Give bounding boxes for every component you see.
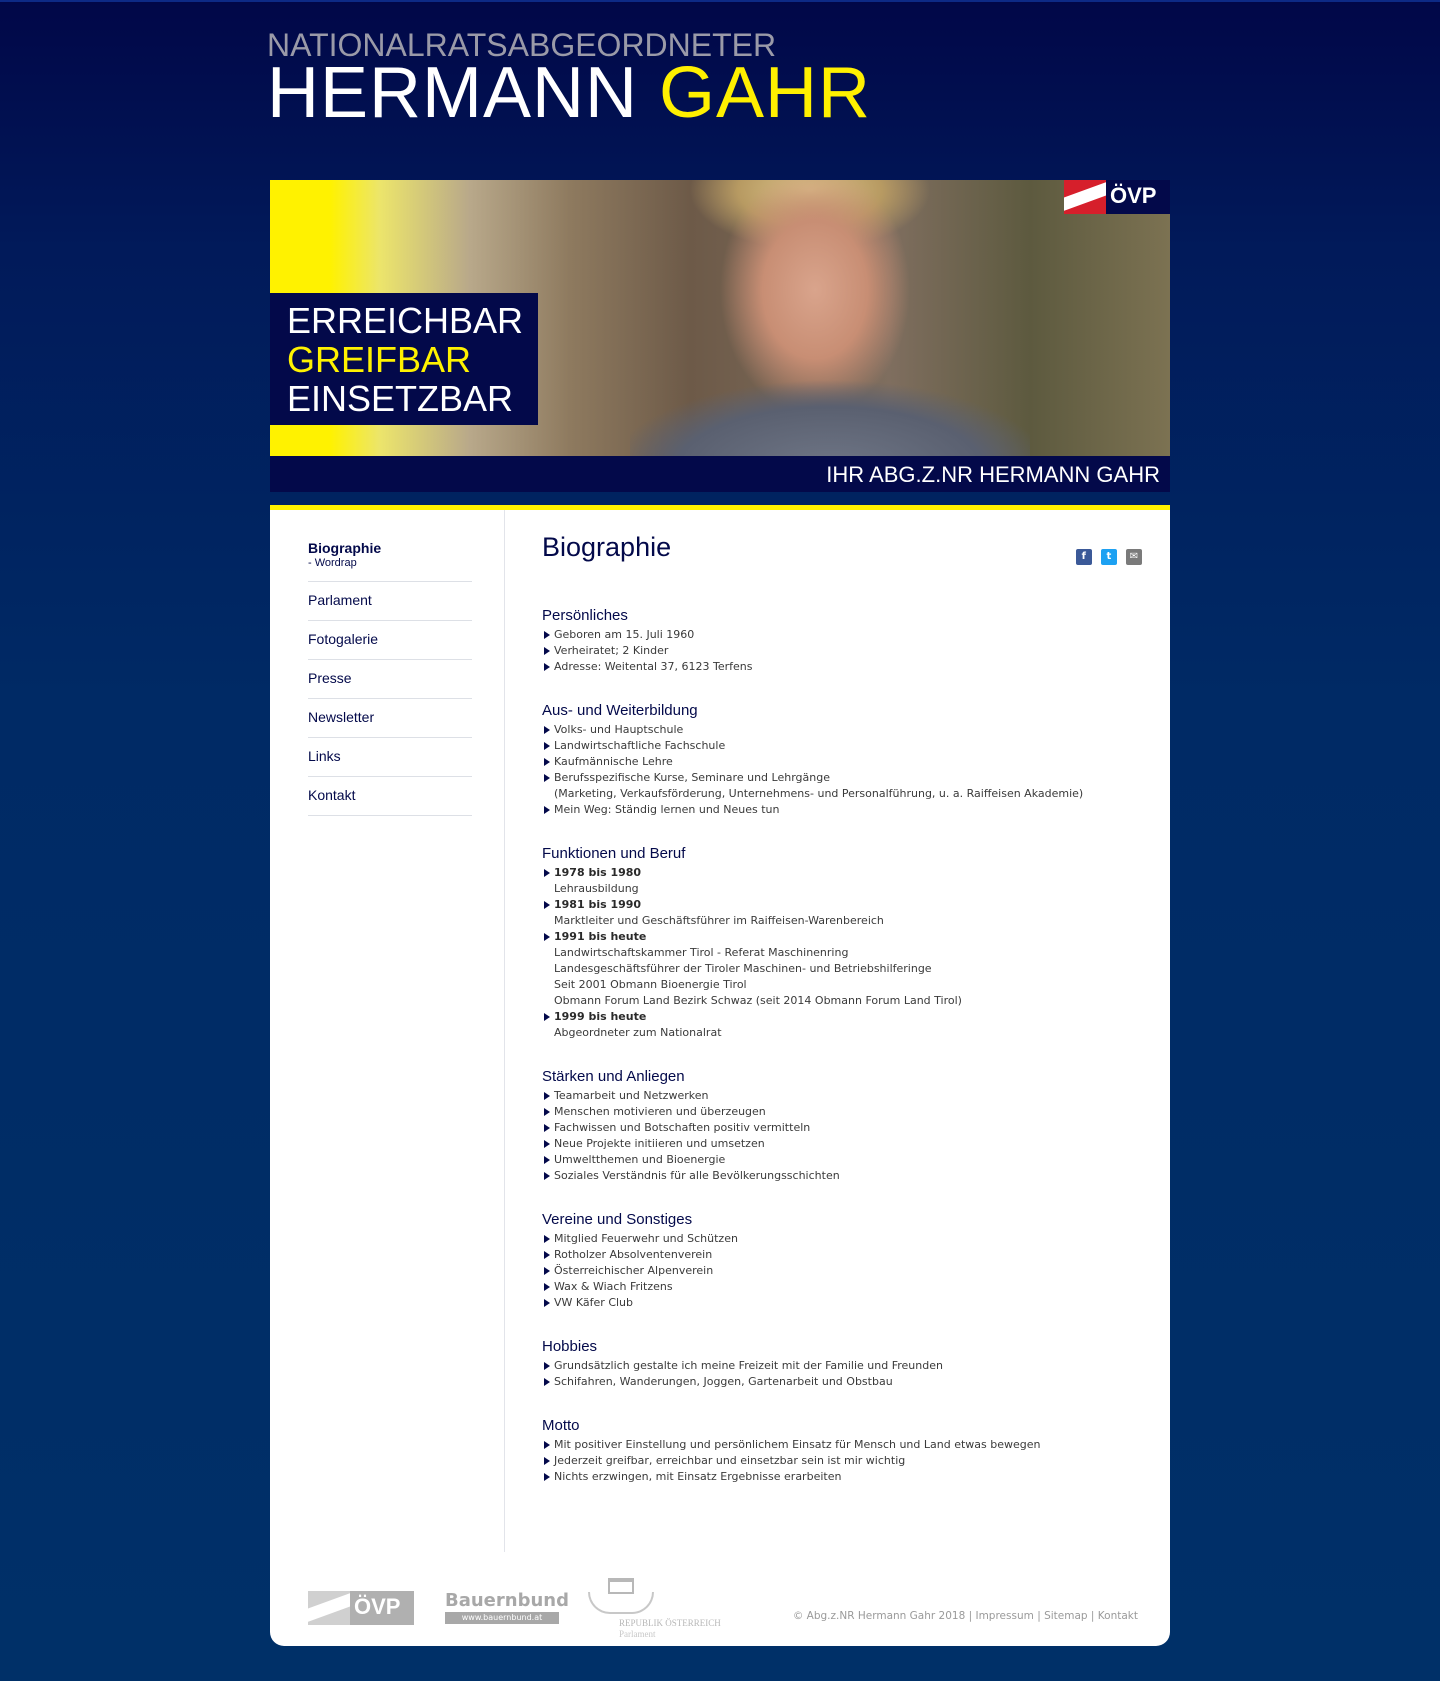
list-item: Menschen motivieren und überzeugen	[542, 1104, 1142, 1120]
list-item: Umweltthemen und Bioenergie	[542, 1152, 1142, 1168]
list-item: Kaufmännische Lehre	[542, 754, 1142, 770]
section-list	[542, 722, 1142, 818]
list-item: Jederzeit greifbar, erreichbar und einsetzbar sein ist mir wichtig	[542, 1453, 1142, 1469]
slogan-box	[270, 293, 538, 425]
bauernbund-logo-url: www.bauernbund.at	[445, 1612, 559, 1624]
list-item: (Marketing, Verkaufsförderung, Unternehmens- und Personalführung, u. a. Raiffeisen Akademie)	[554, 787, 1084, 800]
parliament-arc-icon	[588, 1592, 654, 1614]
parlament-logo-line2: Parlament	[619, 1629, 656, 1639]
list-item: Lehrausbildung	[554, 882, 639, 895]
sidebar-item-label: Newsletter	[308, 709, 375, 725]
footer-ovp-logo[interactable]	[308, 1591, 414, 1625]
section-heading: Funktionen und Beruf	[542, 845, 686, 862]
sidebar-subitem-wordrap[interactable]: - Wordrap	[308, 557, 357, 569]
copyright-text: © Abg.z.NR Hermann Gahr 2018	[792, 1610, 966, 1622]
header-first-name: HERMANN	[267, 53, 639, 133]
sidebar-item-label: Links	[308, 748, 341, 764]
sidebar-item-presse[interactable]	[308, 660, 472, 699]
sidebar-item-label: Presse	[308, 670, 352, 686]
sidebar-item-links[interactable]	[308, 738, 472, 777]
sidebar-item-label: Parlament	[308, 592, 372, 608]
sidebar-item-label: Fotogalerie	[308, 631, 379, 647]
list-item: Abgeordneter zum Nationalrat	[554, 1026, 722, 1039]
banner-tagline: IHR ABG.Z.NR HERMANN GAHR	[826, 462, 1160, 487]
list-item: Berufsspezifische Kurse, Seminare und Lehrgänge	[542, 770, 1142, 786]
slogan-line-2: GREIFBAR	[287, 339, 472, 380]
list-item: Schifahren, Wanderungen, Joggen, Gartenarbeit und Obstbau	[542, 1374, 1142, 1390]
vertical-divider	[504, 510, 505, 1552]
portrait-photo-jacket	[630, 370, 1030, 460]
slogan-line-1: ERREICHBAR	[287, 300, 524, 341]
list-item: Obmann Forum Land Bezirk Schwaz (seit 2014 Obmann Forum Land Tirol)	[554, 994, 962, 1007]
banner-tagline-bar	[270, 456, 1170, 492]
list-item: Landwirtschaftskammer Tirol - Referat Maschinenring	[554, 946, 849, 959]
list-item: 1991 bis heute	[542, 929, 1142, 945]
sidebar-item-newsletter[interactable]	[308, 699, 472, 738]
footer-bauernbund-logo[interactable]	[445, 1590, 569, 1624]
section-heading: Vereine und Sonstiges	[542, 1211, 693, 1228]
list-item: Grundsätzlich gestalte ich meine Freizeit mit der Familie und Freunden	[542, 1358, 1142, 1374]
ovp-logo[interactable]	[1064, 180, 1170, 214]
footer-ovp-logo-text: ÖVP	[354, 1594, 401, 1619]
list-item: Mit positiver Einstellung und persönlichem Einsatz für Mensch und Land etwas bewegen	[542, 1437, 1142, 1453]
footer-link-sitemap[interactable]: Sitemap	[1044, 1610, 1088, 1622]
sidebar-nav	[308, 540, 472, 816]
footer-link-impressum[interactable]: Impressum	[975, 1610, 1034, 1622]
list-item: Rotholzer Absolventenverein	[542, 1247, 1142, 1263]
sidebar-item-parlament[interactable]	[308, 582, 472, 621]
content-panel	[270, 510, 1170, 1646]
list-item: Volks- und Hauptschule	[542, 722, 1142, 738]
footer-copyright: © Abg.z.NR Hermann Gahr 2018 | Impressum | Sitemap | Kontakt	[792, 1610, 1138, 1622]
section-heading: Hobbies	[542, 1338, 598, 1355]
list-item: Seit 2001 Obmann Bioenergie Tirol	[554, 978, 747, 991]
bio-section	[542, 1067, 1142, 1184]
section-list	[542, 1437, 1142, 1485]
facebook-icon[interactable]: f	[1076, 549, 1092, 565]
list-item: VW Käfer Club	[542, 1295, 1142, 1311]
list-item: 1978 bis 1980	[542, 865, 1142, 881]
section-heading: Persönliches	[542, 607, 628, 624]
page-title: Biographie	[542, 532, 672, 562]
email-icon[interactable]: ✉	[1126, 549, 1142, 565]
section-heading: Aus- und Weiterbildung	[542, 702, 698, 719]
list-item: 1981 bis 1990	[542, 897, 1142, 913]
footer	[308, 1578, 1138, 1638]
list-item: Landesgeschäftsführer der Tiroler Maschinen- und Betriebshilferinge	[554, 962, 932, 975]
main-content	[542, 530, 1142, 1511]
site-header	[267, 27, 1167, 133]
list-item: Soziales Verständnis für alle Bevölkerungsschichten	[542, 1168, 1142, 1184]
section-list	[542, 1231, 1142, 1311]
section-heading: Motto	[542, 1417, 580, 1434]
austrian-flag-icon	[1064, 180, 1106, 214]
section-list	[542, 865, 1142, 1041]
list-item: Fachwissen und Botschaften positiv vermitteln	[542, 1120, 1142, 1136]
ovp-logo-text: ÖVP	[1110, 183, 1157, 208]
list-item: Marktleiter und Geschäftsführer im Raiffeisen-Warenbereich	[554, 914, 884, 927]
twitter-icon[interactable]: t	[1101, 549, 1117, 565]
footer-link-kontakt[interactable]: Kontakt	[1097, 1610, 1138, 1622]
bio-section	[542, 1337, 1142, 1390]
sidebar-item-label: Kontakt	[308, 787, 356, 803]
section-heading: Stärken und Anliegen	[542, 1068, 685, 1085]
section-list	[542, 627, 1142, 675]
sidebar-item-biographie[interactable]	[308, 540, 472, 582]
list-item: Adresse: Weitental 37, 6123 Terfens	[542, 659, 1142, 675]
bio-section	[542, 701, 1142, 818]
slogan-line-3: EINSETZBAR	[287, 378, 514, 419]
list-item: Wax & Wiach Fritzens	[542, 1279, 1142, 1295]
list-item: Mein Weg: Ständig lernen und Neues tun	[542, 802, 1142, 818]
header-last-name: GAHR	[659, 53, 872, 133]
bio-section	[542, 1210, 1142, 1311]
share-buttons	[1072, 544, 1142, 565]
bio-section	[542, 844, 1142, 1041]
bio-section	[542, 606, 1142, 675]
section-list	[542, 1358, 1142, 1390]
list-item: Österreichischer Alpenverein	[542, 1263, 1142, 1279]
header-name[interactable]	[267, 53, 1167, 133]
top-border	[0, 0, 1440, 2]
sidebar-item-fotogalerie[interactable]	[308, 621, 472, 660]
footer-parlament-logo[interactable]	[588, 1578, 728, 1644]
bauernbund-logo-text: Bauernbund	[445, 1590, 569, 1611]
austrian-flag-icon	[308, 1591, 350, 1625]
section-list	[542, 1088, 1142, 1184]
list-item: Verheiratet; 2 Kinder	[542, 643, 1142, 659]
parlament-logo-line1: REPUBLIK ÖSTERREICH	[619, 1618, 721, 1628]
list-item: Nichts erzwingen, mit Einsatz Ergebnisse erarbeiten	[542, 1469, 1142, 1485]
header-subtitle: NATIONALRATSABGEORDNETER	[267, 27, 777, 63]
hero-banner	[270, 180, 1170, 492]
bio-section	[542, 1416, 1142, 1485]
list-item: Teamarbeit und Netzwerken	[542, 1088, 1142, 1104]
list-item: Neue Projekte initiieren und umsetzen	[542, 1136, 1142, 1152]
list-item: Geboren am 15. Juli 1960	[542, 627, 1142, 643]
list-item: 1999 bis heute	[542, 1009, 1142, 1025]
sidebar-item-kontakt[interactable]	[308, 777, 472, 816]
sidebar-item-label: Biographie	[308, 540, 382, 556]
biography-sections	[542, 606, 1142, 1485]
list-item: Mitglied Feuerwehr und Schützen	[542, 1231, 1142, 1247]
list-item: Landwirtschaftliche Fachschule	[542, 738, 1142, 754]
